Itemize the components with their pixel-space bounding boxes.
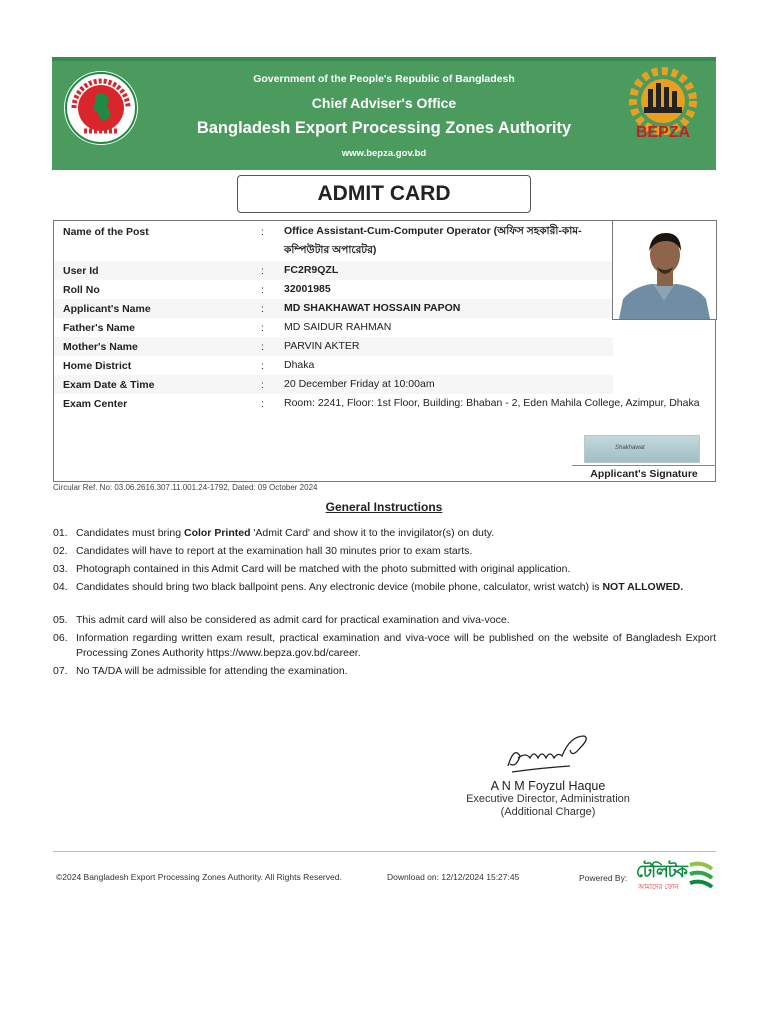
authorized-signature-icon xyxy=(500,728,595,778)
info-row-roll-no xyxy=(54,280,613,299)
teletalk-wave-icon xyxy=(688,859,716,891)
instruction-text: Candidates should bring two black ballpoint pens. Any electronic device (mobile phone, calculator, wrist watch) is xyxy=(76,581,603,593)
mother-name-value: PARVIN AKTER xyxy=(284,340,360,352)
teletalk-brand: টেলিটক xyxy=(636,862,687,881)
info-row-home-district xyxy=(54,356,613,375)
user-id-label: User Id xyxy=(63,265,99,277)
separator: : xyxy=(261,265,264,277)
footer-download-time: Download on: 12/12/2024 15:27:45 xyxy=(387,872,520,882)
instruction-bold-text: Color Printed xyxy=(183,527,251,539)
separator: : xyxy=(261,379,264,391)
admit-card-title: ADMIT CARD xyxy=(237,175,531,213)
roll-no-label: Roll No xyxy=(63,284,100,296)
separator: : xyxy=(261,360,264,372)
instruction-number: 05. xyxy=(53,614,68,626)
instruction-text: Candidates will have to report at the examination hall 30 minutes prior to exam starts. xyxy=(76,545,473,557)
applicant-name-label: Applicant's Name xyxy=(63,303,151,315)
instruction-text: Candidates must bring xyxy=(76,527,184,539)
svg-text:BEPZA: BEPZA xyxy=(635,124,691,141)
father-name-value: MD SAIDUR RAHMAN xyxy=(284,321,392,333)
applicant-signature-label: Applicant's Signature xyxy=(590,468,698,480)
instruction-number: 02. xyxy=(53,545,68,557)
website-link[interactable]: www.bepza.gov.bd xyxy=(341,148,427,159)
office-line: Chief Adviser's Office xyxy=(311,95,457,111)
separator: : xyxy=(261,322,264,334)
home-district-label: Home District xyxy=(63,360,132,372)
info-row-father-name xyxy=(54,318,613,337)
applicant-portrait-icon xyxy=(613,221,716,319)
post-value: Office Assistant-Cum-Computer Operator (অফিস সহকারী-কাম-কম্পিউটার অপারেটর) xyxy=(284,225,582,256)
instruction-text: Photograph contained in this Admit Card will be matched with the photo submitted with original application. xyxy=(76,563,571,575)
applicant-info-table xyxy=(53,220,716,482)
info-row-exam-center xyxy=(54,394,700,432)
father-name-label: Father's Name xyxy=(63,322,135,334)
instruction-bold-text: NOT ALLOWED. xyxy=(602,581,684,593)
government-line: Government of the People's Republic of Bangladesh xyxy=(253,73,515,85)
separator: : xyxy=(261,284,264,296)
applicant-photo xyxy=(612,220,717,320)
circular-reference: Circular Ref. No: 03.06.2616.307.11.001.24-1792, Dated: 09 October 2024 xyxy=(53,483,318,492)
exam-center-value: Room: 2241, Floor: 1st Floor, Building: Bhaban - 2, Eden Mahila College, Azimpur, Dhaka xyxy=(284,397,700,409)
info-row-post xyxy=(54,221,613,259)
instruction-text: No TA/DA will be admissible for attending the examination. xyxy=(76,665,348,677)
exam-center-label: Exam Center xyxy=(63,398,128,410)
instruction-text: Information regarding written exam result, practical examination and viva-voce will be published on the website of Bangladesh Export Processing Zones Authority https://www.bepza.gov.bd/career. xyxy=(76,632,716,659)
post-label: Name of the Post xyxy=(63,226,149,238)
mother-name-label: Mother's Name xyxy=(63,341,138,353)
footer-copyright: ©2024 Bangladesh Export Processing Zones Authority. All Rights Reserved. xyxy=(56,872,342,882)
signatory-designation: Executive Director, Administration xyxy=(466,793,630,805)
separator: : xyxy=(261,303,264,315)
teletalk-logo xyxy=(636,859,718,895)
header-banner xyxy=(52,57,716,170)
instruction-number: 06. xyxy=(53,632,68,644)
applicant-name-value: MD SHAKHAWAT HOSSAIN PAPON xyxy=(284,302,461,314)
exam-date-label: Exam Date & Time xyxy=(63,379,155,391)
instruction-number: 01. xyxy=(53,527,68,539)
footer-divider xyxy=(53,851,716,852)
instruction-number: 03. xyxy=(53,563,68,575)
instruction-number: 04. xyxy=(53,581,68,593)
instruction-text: This admit card will also be considered as admit card for practical examination and viva-voce. xyxy=(76,614,510,626)
user-id-value: FC2R9QZL xyxy=(284,264,339,276)
general-instructions-title: General Instructions xyxy=(325,500,443,514)
applicant-signature-image: Shakhawat xyxy=(584,435,700,463)
signatory-note: (Additional Charge) xyxy=(500,806,596,818)
separator: : xyxy=(261,341,264,353)
separator: : xyxy=(261,226,264,238)
exam-date-value: 20 December Friday at 10:00am xyxy=(284,378,435,390)
instruction-text: 'Admit Card' and show it to the invigilator(s) on duty. xyxy=(250,527,495,539)
info-row-mother-name xyxy=(54,337,613,356)
authority-title: Bangladesh Export Processing Zones Authority xyxy=(196,119,572,137)
signatory-name: A N M Foyzul Haque xyxy=(490,779,606,793)
bepza-logo-icon xyxy=(618,67,708,141)
home-district-value: Dhaka xyxy=(284,359,315,371)
info-row-user-id xyxy=(54,261,613,280)
roll-no-value: 32001985 xyxy=(284,283,331,295)
teletalk-tagline: আমাদের ফোন xyxy=(638,884,679,891)
separator: : xyxy=(261,398,264,410)
instruction-number: 07. xyxy=(53,665,68,677)
info-row-applicant-name xyxy=(54,299,613,318)
info-row-exam-date xyxy=(54,375,613,394)
footer-powered-by: Powered By: xyxy=(579,873,628,883)
